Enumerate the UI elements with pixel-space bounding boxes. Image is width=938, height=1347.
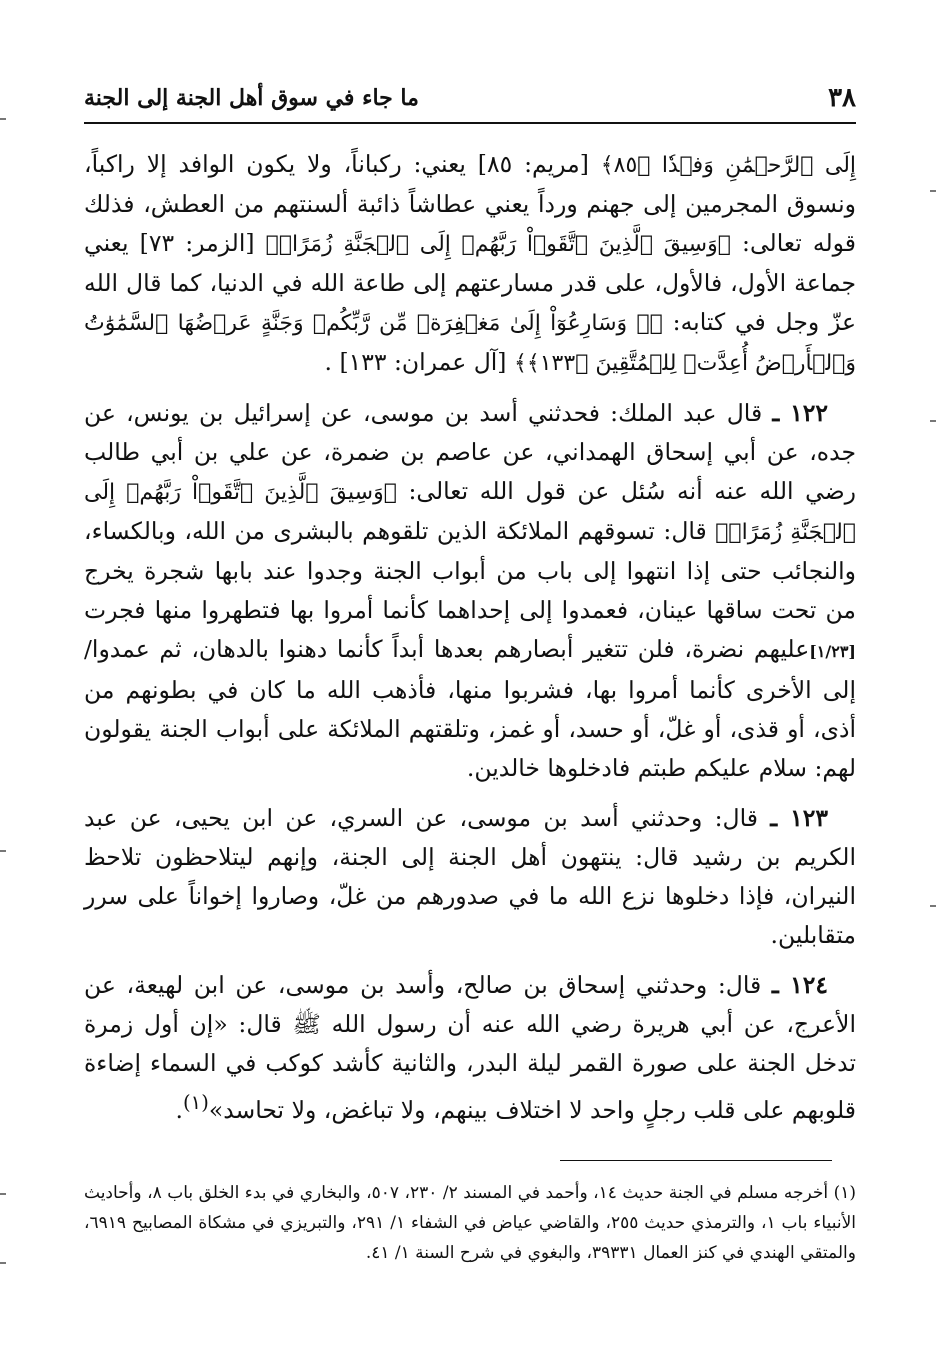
page-header <box>84 78 856 118</box>
footnotes <box>84 1178 856 1268</box>
quran-verse: ﴿وَسِيقَ ٱلَّذِينَ ٱتَّقَوۡاْ رَبَّهُمۡ إِلَى ٱلۡجَنَّةِ زُمَرًاۖ﴾ <box>265 232 731 257</box>
paragraph-hadith-122 <box>84 394 856 788</box>
quran-verse: ﴿وَسِيقَ ٱلَّذِينَ ٱتَّقَوۡاْ رَبَّهُمۡ إِلَى ٱلۡجَنَّةِ زُمَرًاۖ﴾ <box>84 480 856 545</box>
paragraph-text: قال عبد الملك: فحدثني أسد بن موسى، عن إسرائيل بن يونس، عن جده، عن أبي إسحاق الهمداني، عن عاصم بن ضمرة، عن علي بن أبي طالب رضي الله عنه أنه سُئل عن قول الله تعالى: <box>84 399 856 505</box>
footnote-reference[interactable]: (١) <box>183 1091 209 1114</box>
hadith-number: ١٢٣ ـ <box>770 804 828 832</box>
footnote-marker: (١) <box>833 1183 856 1203</box>
footnote-1 <box>84 1178 856 1268</box>
body-text <box>84 134 856 1130</box>
running-title: ما جاء في سوق أهل الجنة إلى الجنة <box>84 85 419 111</box>
paragraph-hadith-123 <box>84 799 856 955</box>
page-number: ٣٨ <box>828 83 856 113</box>
paragraph-1 <box>84 145 856 383</box>
hadith-number: ١٢٢ ـ <box>772 399 828 427</box>
paragraph-text: قال: وحدثني إسحاق بن صالح، وأسد بن موسى، عن ابن لهيعة، عن الأعرج، عن أبي هريرة رضي الله عنه أن رسول الله ﷺ قال: «إن أول زمرة تدخل الجنة على صورة القمر ليلة البدر، والثانية كأشد كوكب في السماء إضاءة قلوبهم على قلب رجلٍ واحد لا اختلاف بينهم، ولا تباغض، ولا تحاسد» <box>84 971 856 1124</box>
scan-edge-mark <box>0 118 6 120</box>
paragraph-text: . <box>175 1095 184 1124</box>
paragraph-text: [مريم: ٨٥] يعني: ركباناً، ولا يكون الوافد إلا راكباً، ونسوق المجرمين إلى جهنم ورداً يعني عطاشاً ذائبة ألسنتهم من العطش، فذلك قوله تعالى: <box>84 150 856 257</box>
scan-edge-mark <box>0 850 6 852</box>
scan-edge-mark <box>930 420 936 422</box>
footnote-text: أخرجه مسلم في الجنة حديث ١٤، وأحمد في المسند ٢/ ٢٣٠، ٥٠٧، والبخاري في بدء الخلق باب ٨، وأحاديث الأنبياء باب ١، والترمذي حديث ٢٥٥، والقاضي عياض في الشفاء ١/ ٢٩١، والتبريزي في مشكاة المصابيح ٦٩١٩، والمتقي الهندي في كنز العمال ٣٩٣٣١، والبغوي في شرح السنة ١/ ٤١. <box>84 1183 856 1263</box>
scan-edge-mark <box>930 905 936 907</box>
paragraph-text: [آل عمران: ١٣٣] . <box>324 348 514 376</box>
paragraph-text: [الزمر: ٧٣] يعني جماعة الأول، فالأول، على قدر مسارعتهم إلى طاعة الله في الدنيا، كما قال الله عزّ وجل في كتابه: <box>84 229 856 336</box>
quran-verse: ﴿۞ وَسَارِعُوٓاْ إِلَىٰ مَغۡفِرَةٖ مِّن رَّبِّكُمۡ وَجَنَّةٍ عَرۡضُهَا ٱلسَّمَٰوَٰتُ وَٱلۡأَرۡضُ أُعِدَّتۡ لِلۡمُتَّقِينَ ﴿١٣٣﴾﴾ <box>84 311 856 376</box>
manuscript-folio-marker: [١/٢٣] <box>809 642 856 661</box>
footnote-rule <box>560 1160 832 1161</box>
header-rule <box>84 122 856 124</box>
paragraph-text: عليهم نضرة، فلن تتغير أبصارهم بعدها أبداً كأنما دهنوا بالدهان، ثم عمدوا/ إلى الأخرى كأنما أمروا بها، فشربوا منها، فأذهب الله ما كان في بطونهم من أذى، أو قذى، أو غلّ، أو حسد، أو غمز، وتلقتهم الملائكة على أبواب الجنة يقولون لهم: سلام عليكم طبتم فادخلوها خالدين. <box>84 635 857 782</box>
scan-edge-mark <box>0 1262 6 1264</box>
paragraph-text: قال: وحدثني أسد بن موسى، عن السري، عن ابن يحيى، عن عبد الكريم بن رشيد قال: ينتهون أهل الجنة إلى الجنة، وإنهم ليتلاحظون تلاحظ النيران، فإذا دخلوها نزع الله ما في صدورهم من غلّ، وصاروا إخواناً على سرر متقابلين. <box>84 804 856 949</box>
hadith-number: ١٢٤ ـ <box>771 971 828 999</box>
scan-edge-mark <box>0 1193 6 1195</box>
paragraph-hadith-124 <box>84 966 856 1130</box>
scan-edge-mark <box>930 190 936 192</box>
quran-verse: إِلَى ٱلرَّحۡمَٰنِ وَفۡدٗا ﴿٨٥﴾ <box>600 153 857 178</box>
paragraph-text: قال: تسوقهم الملائكة الذين تلقوهم بالبشرى من الله، وبالكساء، والنجائب حتى إذا انتهوا إلى باب من أبواب الجنة وجدوا عند بابها شجرة يخرج من تحت ساقها عينان، فعمدوا إلى إحداهما كأنما أمروا بها فتطهروا منها فجرت <box>84 517 856 624</box>
